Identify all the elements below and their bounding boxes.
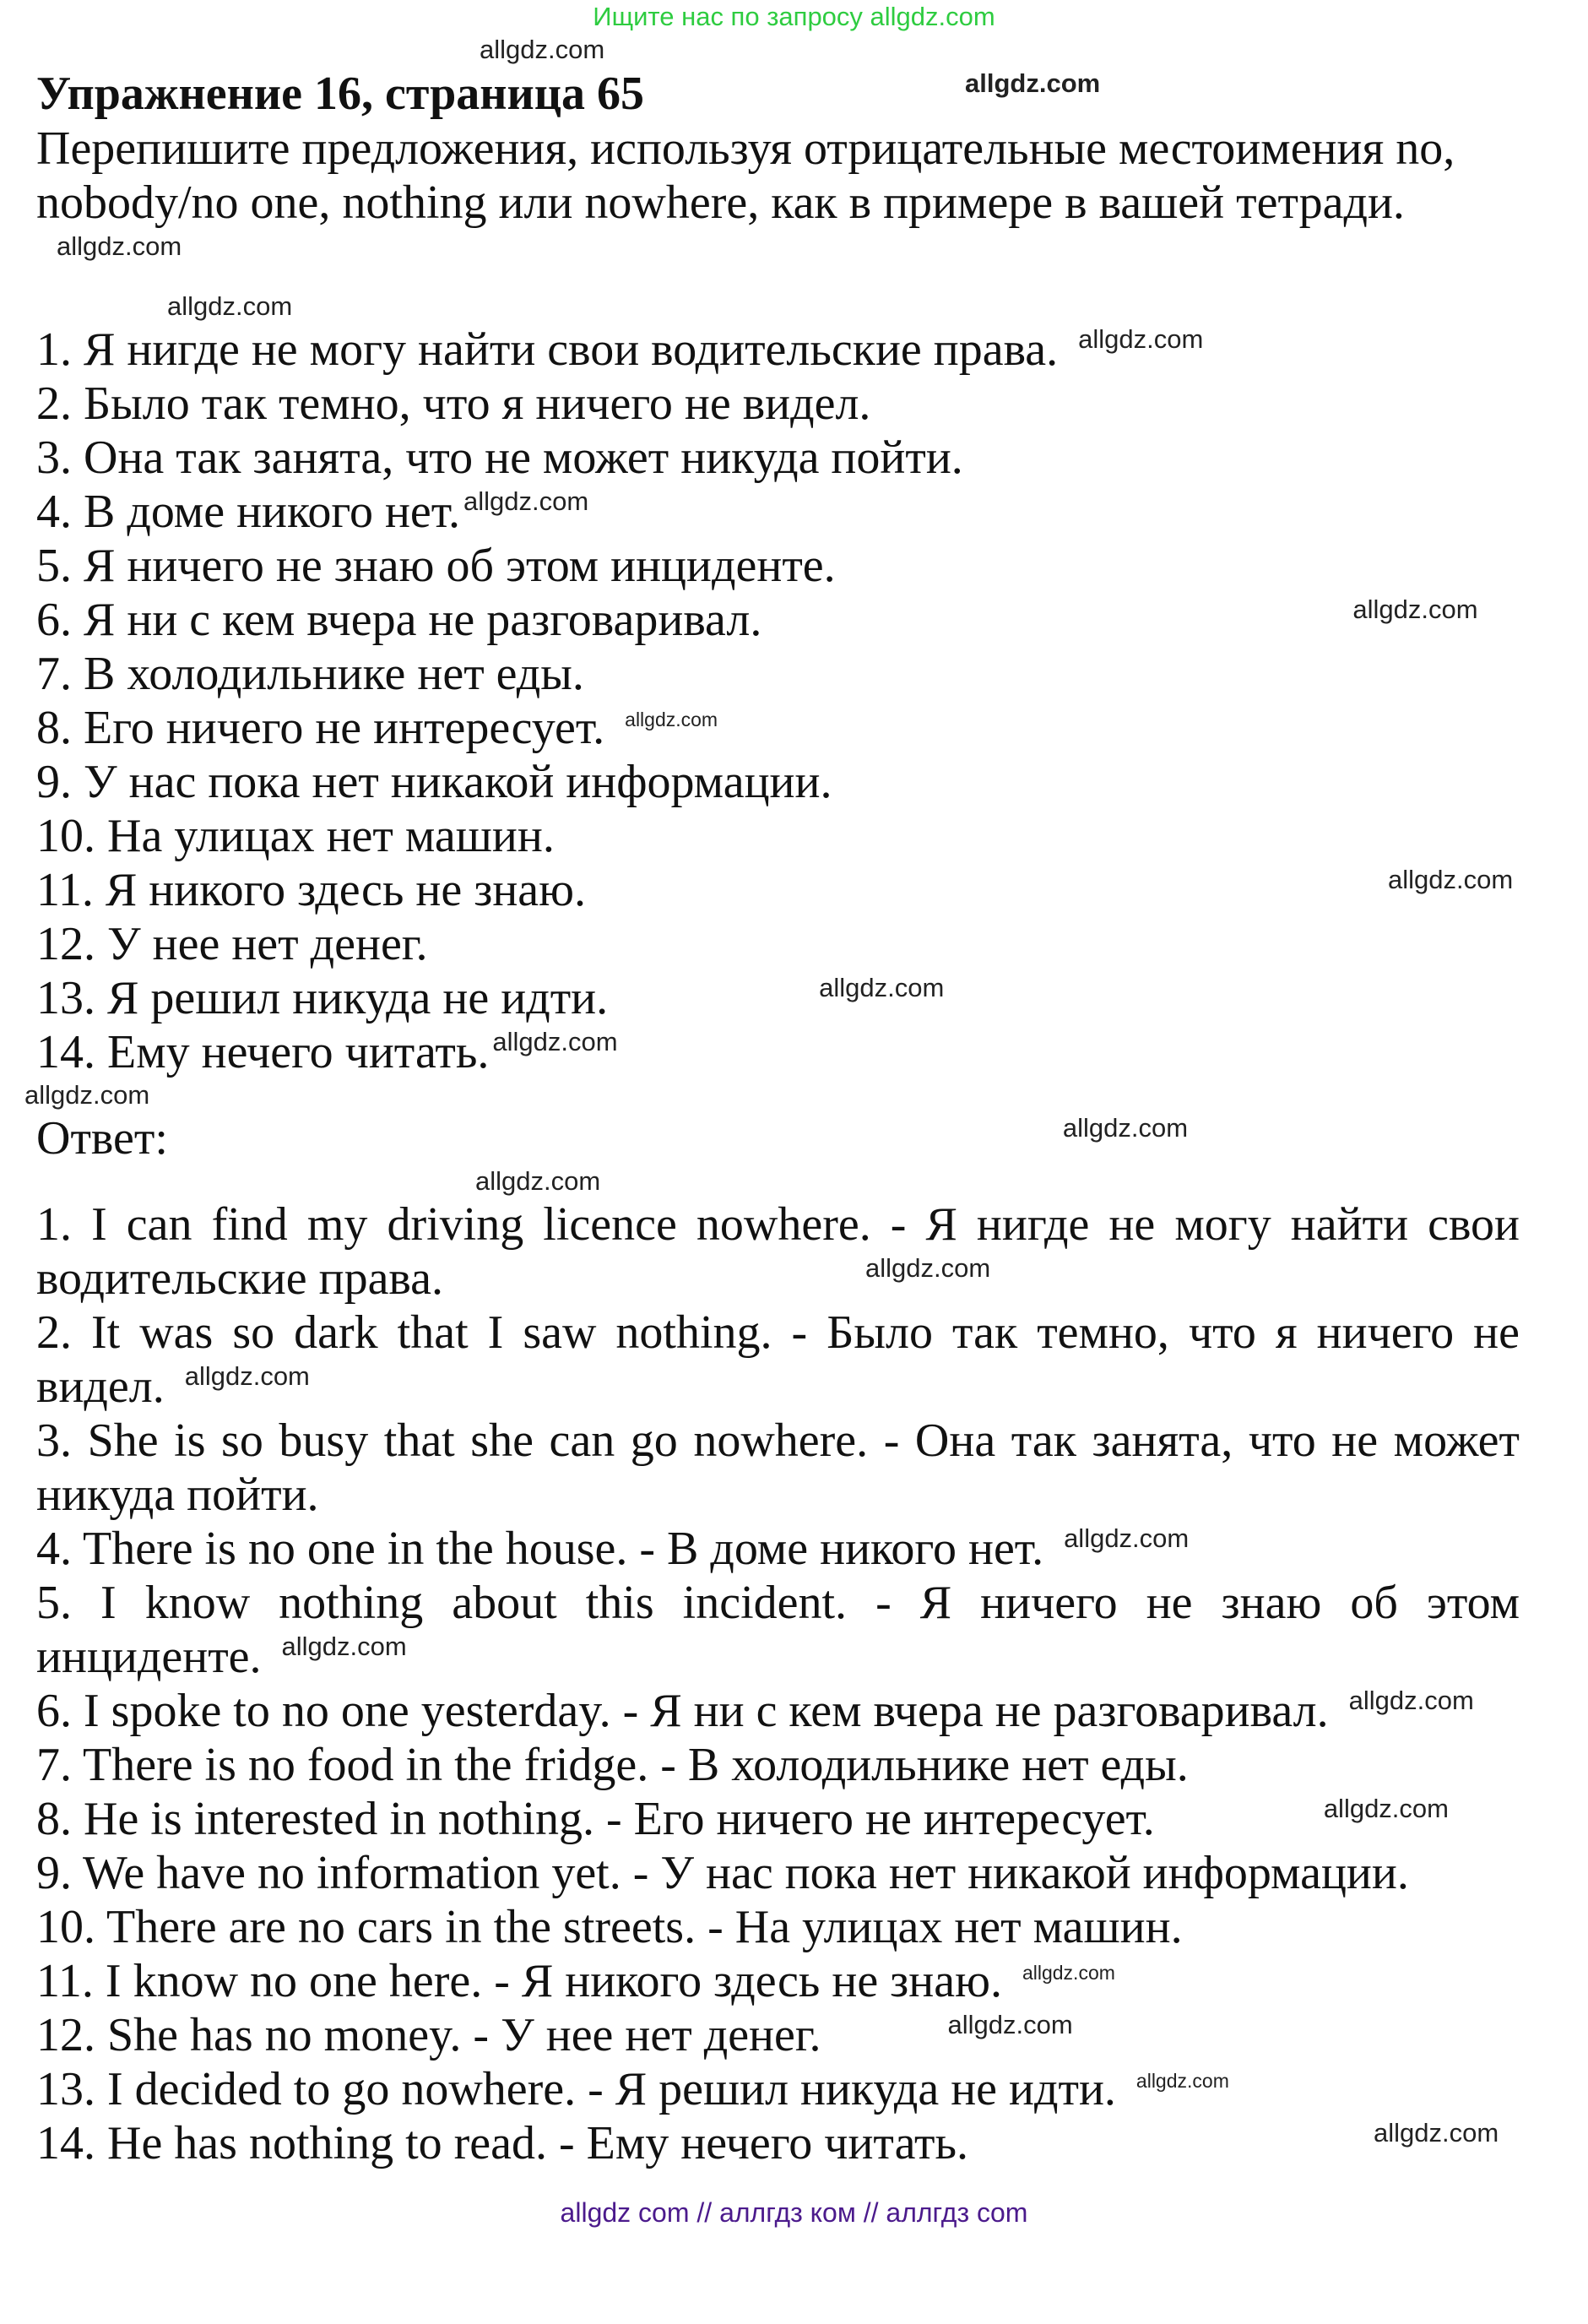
answer-item bbox=[36, 1522, 1520, 1576]
answer-item: 3. She is so busy that she can go nowhere. - Она так занята, что не может никуда пойти. bbox=[36, 1414, 1520, 1521]
answer-text: 11. I know no one here. - Я никого здесь не знаю. bbox=[36, 1955, 1002, 2007]
sentence-item bbox=[36, 863, 1547, 917]
answer-text: 5. I know nothing about this incident. - Я ничего не знаю об этом инциденте. bbox=[36, 1577, 1520, 1683]
watermark: allgdz.com bbox=[1323, 1794, 1449, 1824]
exercise-instruction bbox=[36, 122, 1547, 284]
sentence-text: 6. Я ни с кем вчера не разговаривал. bbox=[36, 594, 762, 646]
watermark: allgdz.com bbox=[480, 35, 605, 64]
watermark: allgdz.com bbox=[947, 2010, 1073, 2040]
watermark: allgdz.com bbox=[1064, 1523, 1190, 1554]
sentence-text: 8. Его ничего не интересует. bbox=[36, 702, 605, 754]
answer-item bbox=[36, 2062, 1520, 2116]
answer-item bbox=[36, 1306, 1520, 1414]
sentence-item: 5. Я ничего не знаю об этом инциденте. bbox=[36, 540, 836, 592]
watermark: allgdz.com bbox=[965, 68, 1101, 99]
answer-item: 9. We have no information yet. - У нас пока нет никакой информации. bbox=[36, 1847, 1409, 1899]
sentence-item bbox=[36, 1025, 1547, 1079]
watermark: allgdz.com bbox=[281, 1632, 407, 1662]
watermark: allgdz.com bbox=[1022, 1962, 1115, 1985]
footer-links: allgdz com // аллгдз ком // аллгдз com bbox=[560, 2197, 1028, 2228]
watermark: allgdz.com bbox=[463, 486, 589, 517]
watermark: allgdz.com bbox=[865, 1253, 991, 1284]
instruction-text: Перепишите предложения, используя отрицательные местоимения no, nobody/no one, nothing или nowhere, как в примере в вашей тетради. bbox=[36, 122, 1455, 229]
answer-text: 1. I can find my driving licence nowhere. - Я нигде не могу найти свои водительские права. bbox=[36, 1198, 1520, 1305]
watermark: allgdz.com bbox=[1374, 2118, 1499, 2148]
watermark: allgdz.com bbox=[1062, 1113, 1189, 1143]
answer-heading bbox=[36, 1111, 1552, 1165]
sentence-item: 3. Она так занята, что не может никуда пойти. bbox=[36, 432, 963, 484]
sentence-text: 13. Я решил никуда не идти. bbox=[36, 972, 609, 1024]
watermark: allgdz.com bbox=[184, 1361, 310, 1392]
sentence-text: 14. Ему нечего читать. bbox=[36, 1026, 490, 1078]
watermark: allgdz.com bbox=[1135, 2070, 1229, 2093]
sentence-item bbox=[36, 971, 1547, 1025]
watermark: allgdz.com bbox=[1348, 1686, 1474, 1716]
watermark: allgdz.com bbox=[1388, 865, 1514, 895]
search-banner: Ищите нас по запросу allgdz.com bbox=[593, 2, 995, 31]
answer-list bbox=[36, 1197, 1520, 2170]
sentence-item: 2. Было так темно, что я ничего не видел. bbox=[36, 377, 871, 430]
answer-text: 13. I decided to go nowhere. - Я решил никуда не идти. bbox=[36, 2063, 1116, 2115]
answer-text: 8. He is interested in nothing. - Его ничего не интересует. bbox=[36, 1793, 1155, 1845]
watermark: allgdz.com bbox=[24, 1080, 150, 1110]
sentence-item bbox=[36, 485, 1547, 539]
sentence-item bbox=[36, 323, 1547, 377]
answer-heading-text: Ответ: bbox=[36, 1112, 168, 1165]
answer-text: 2. It was so dark that I saw nothing. - Было так темно, что я ничего не видел. bbox=[36, 1306, 1520, 1413]
sentence-list bbox=[36, 323, 1547, 1079]
watermark: allgdz.com bbox=[625, 709, 718, 731]
sentence-item: 9. У нас пока нет никакой информации. bbox=[36, 756, 832, 808]
answer-item bbox=[36, 1792, 1520, 1846]
sentence-item: 7. В холодильнике нет еды. bbox=[36, 648, 584, 700]
watermark: allgdz.com bbox=[819, 973, 945, 1003]
answer-text: 12. She has no money. - У нее нет денег. bbox=[36, 2009, 821, 2061]
watermark: allgdz.com bbox=[1078, 324, 1204, 355]
answer-item bbox=[36, 2008, 1520, 2062]
answer-item bbox=[36, 1197, 1520, 1306]
answer-item bbox=[36, 1576, 1520, 1684]
sentence-item bbox=[36, 593, 1547, 647]
sentence-item: 10. На улицах нет машин. bbox=[36, 810, 555, 862]
sentence-item bbox=[36, 701, 1547, 755]
answer-text: 14. He has nothing to read. - Ему нечего читать. bbox=[36, 2117, 969, 2169]
answer-item bbox=[36, 2116, 1520, 2170]
watermark: allgdz.com bbox=[475, 1166, 601, 1196]
sentence-text: 4. В доме никого нет. bbox=[36, 486, 461, 538]
answer-item bbox=[36, 1684, 1520, 1738]
content bbox=[0, 34, 1588, 2170]
sentence-text: 1. Я нигде не могу найти свои водительские права. bbox=[36, 323, 1059, 376]
sentence-item: 12. У нее нет денег. bbox=[36, 918, 428, 970]
page-title bbox=[36, 66, 1552, 122]
watermark: allgdz.com bbox=[492, 1027, 618, 1057]
answer-item: 10. There are no cars in the streets. - На улицах нет машин. bbox=[36, 1901, 1183, 1953]
sentence-text: 11. Я никого здесь не знаю. bbox=[36, 864, 586, 916]
answer-item: 7. There is no food in the fridge. - В холодильнике нет еды. bbox=[36, 1739, 1189, 1791]
watermark: allgdz.com bbox=[1352, 595, 1478, 625]
page-title-text: Упражнение 16, страница 65 bbox=[36, 68, 645, 120]
answer-text: 6. I spoke to no one yesterday. - Я ни с кем вчера не разговаривал. bbox=[36, 1685, 1329, 1737]
watermark: allgdz.com bbox=[167, 291, 293, 321]
answer-item bbox=[36, 1954, 1520, 2008]
answer-text: 4. There is no one in the house. - В доме никого нет. bbox=[36, 1523, 1044, 1575]
watermark: allgdz.com bbox=[57, 231, 182, 262]
